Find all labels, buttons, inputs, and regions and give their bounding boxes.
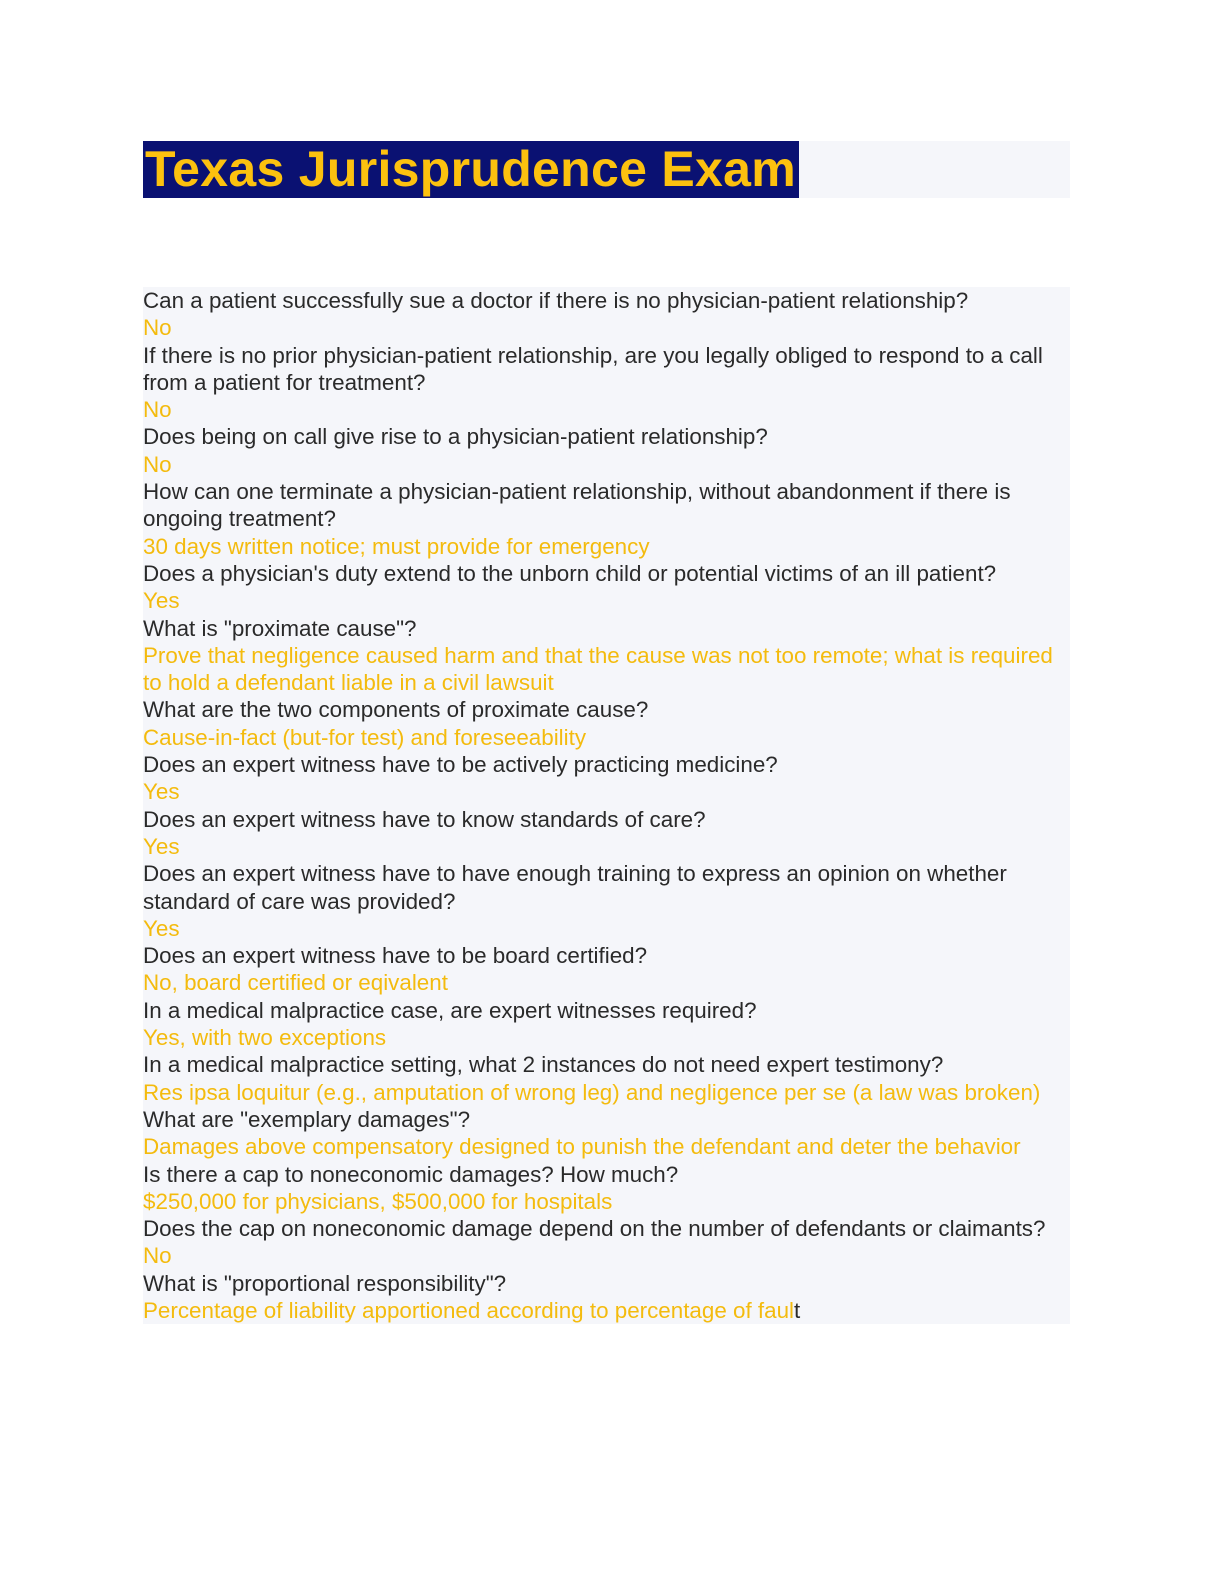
question: What is "proportional responsibility"? [143,1270,507,1296]
question: What are "exemplary damages"? [143,1106,471,1132]
answer: Cause-in-fact (but-for test) and foreseeability [143,724,587,750]
answer: No [143,315,172,341]
question: Does being on call give rise to a physician-patient relationship? [143,424,768,450]
answer: No [143,451,172,477]
answer-text: Percentage of liability apportioned according to percentage of faul [143,1297,795,1323]
answer: No [143,1243,172,1269]
qa-list [143,287,1070,1324]
answer-tail: t [794,1297,801,1323]
question: What is "proximate cause"? [143,615,417,641]
answer: Prove that negligence caused harm and that the cause was not too remote; what is required to hold a defendant liable in a civil lawsuit [143,642,1053,696]
answer: No [143,397,172,423]
answer: 30 days written notice; must provide for emergency [143,533,650,559]
answer: Res ipsa loquitur (e.g., amputation of wrong leg) and negligence per se (a law was broken) [143,1079,1041,1105]
answer [143,1297,1070,1324]
answer: Yes [143,588,180,614]
answer: Yes [143,915,180,941]
question: If there is no prior physician-patient relationship, are you legally obliged to respond to a call from a patient for treatment? [143,342,1043,395]
answer: Yes [143,779,180,805]
answer: $250,000 for physicians, $500,000 for hospitals [143,1188,613,1214]
question: In a medical malpractice setting, what 2 instances do not need expert testimony? [143,1052,944,1078]
title-band [143,141,1070,198]
question: Does an expert witness have to have enough training to express an opinion on whether standard of care was provided? [143,861,1007,914]
question: Does the cap on noneconomic damage depend on the number of defendants or claimants? [143,1216,1046,1242]
question: Does an expert witness have to be actively practicing medicine? [143,752,778,778]
question: Can a patient successfully sue a doctor if there is no physician-patient relationship? [143,288,969,313]
answer: Yes [143,833,180,859]
question: Is there a cap to noneconomic damages? How much? [143,1161,679,1187]
question: Does an expert witness have to be board certified? [143,943,648,969]
document-title: Texas Jurisprudence Exam [143,141,799,198]
answer: No, board certified or eqivalent [143,970,448,996]
question: In a medical malpractice case, are expert witnesses required? [143,997,757,1023]
answer: Damages above compensatory designed to punish the defendant and deter the behavior [143,1134,1021,1160]
question: What are the two components of proximate cause? [143,697,649,723]
question: Does a physician's duty extend to the unborn child or potential victims of an ill patient? [143,560,997,586]
answer: Yes, with two exceptions [143,1025,387,1051]
question: Does an expert witness have to know standards of care? [143,806,706,832]
question: How can one terminate a physician-patient relationship, without abandonment if there is ongoing treatment? [143,479,1011,532]
